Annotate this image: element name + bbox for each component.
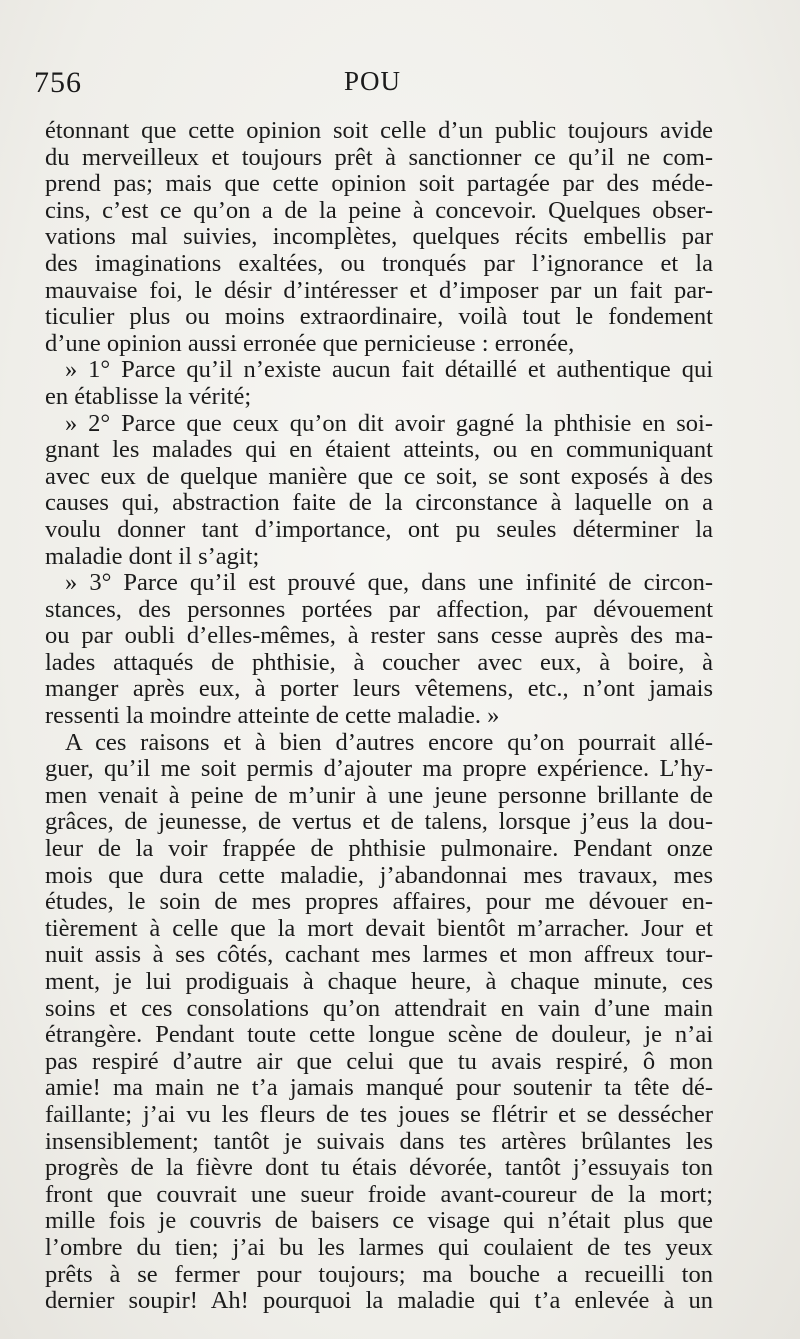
text-line: prêts à se fermer pour toujours; ma bouche a recueilli ton bbox=[45, 1260, 713, 1288]
text-line: A ces raisons et à bien d’autres encore qu’on pourrait allé- bbox=[65, 728, 713, 756]
text-line: en établisse la vérité; bbox=[45, 382, 252, 410]
text-line: avec eux de quelque manière que ce soit, se sont exposés à des bbox=[45, 462, 713, 490]
text-line: maladie dont il s’agit; bbox=[45, 542, 260, 570]
text-line: prend pas; mais que cette opinion soit partagée par des méde- bbox=[45, 170, 713, 198]
text-line: tièrement à celle que la mort devait bientôt m’arracher. Jour et bbox=[45, 914, 713, 942]
text-line: études, le soin de mes propres affaires, pour me dévouer en- bbox=[45, 888, 713, 916]
text-line: ment, je lui prodiguais à chaque heure, à chaque minute, ces bbox=[45, 968, 713, 995]
text-line: causes qui, abstraction faite de la circonstance à laquelle on a bbox=[45, 489, 713, 517]
text-line: ticulier plus ou moins extraordinaire, voilà tout le fondement bbox=[45, 303, 713, 331]
text-line: » 3° Parce qu’il est prouvé que, dans une infinité de circon- bbox=[65, 569, 713, 597]
text-line: nuit assis à ses côtés, cachant mes larmes et mon affreux tour- bbox=[45, 941, 713, 969]
text-line: front que couvrait une sueur froide avant-coureur de la mort; bbox=[45, 1180, 713, 1208]
text-line: leur de la voir frappée de phthisie pulmonaire. Pendant onze bbox=[45, 835, 713, 863]
text-line: des imaginations exaltées, ou tronqués par l’ignorance et la bbox=[45, 249, 713, 277]
text-line: mois que dura cette maladie, j’abandonnai mes travaux, mes bbox=[45, 861, 713, 889]
text-line: voulu donner tant d’importance, ont pu seules déterminer la bbox=[45, 515, 713, 543]
body-text bbox=[45, 118, 713, 1315]
text-line: soins et ces consolations qu’on attendrait en vain d’une main bbox=[45, 994, 713, 1022]
running-head: POU bbox=[344, 66, 402, 96]
text-line: dernier soupir! Ah! pourquoi la maladie qui t’a enlevée à un bbox=[45, 1287, 713, 1315]
text-line: grâces, de jeunesse, de vertus et de talens, lorsque j’eus la dou- bbox=[45, 808, 713, 836]
text-line: faillante; j’ai vu les fleurs de tes joues se flétrir et se dessécher bbox=[45, 1100, 713, 1128]
text-line: l’ombre du tien; j’ai bu les larmes qui coulaient de tes yeux bbox=[45, 1233, 713, 1261]
text-line: » 2° Parce que ceux qu’on dit avoir gagné la phthisie en soi- bbox=[65, 409, 713, 437]
text-line: gnant les malades qui en étaient atteints, ou en communiquant bbox=[45, 436, 713, 464]
page-number: 756 bbox=[34, 66, 82, 99]
text-line: étrangère. Pendant toute cette longue scène de douleur, je n’ai bbox=[45, 1021, 713, 1049]
text-line: mauvaise foi, le désir d’intéresser et d’imposer par un fait par- bbox=[45, 276, 713, 304]
text-line: men venait à peine de m’unir à une jeune personne brillante de bbox=[45, 781, 713, 809]
page-header bbox=[34, 66, 714, 106]
text-line: insensiblement; tantôt je suivais dans tes artères brûlantes les bbox=[45, 1127, 713, 1155]
text-line: cins, c’est ce qu’on a de la peine à concevoir. Quelques obser- bbox=[45, 196, 713, 224]
text-line: » 1° Parce qu’il n’existe aucun fait détaillé et authentique qui bbox=[65, 356, 713, 384]
text-line: pas respiré d’autre air que celui que tu avais respiré, ô mon bbox=[45, 1047, 713, 1075]
text-line: ou par oubli d’elles-mêmes, à rester sans cesse auprès des ma- bbox=[45, 622, 713, 650]
text-line: progrès de la fièvre dont tu étais dévorée, tantôt j’essuyais ton bbox=[45, 1154, 713, 1182]
text-line: manger après eux, à porter leurs vêtemens, etc., n’ont jamais bbox=[45, 675, 713, 703]
text-line: lades attaqués de phthisie, à coucher avec eux, à boire, à bbox=[45, 648, 713, 676]
text-line: mille fois je couvris de baisers ce visage qui n’était plus que bbox=[45, 1207, 713, 1235]
text-line: amie! ma main ne t’a jamais manqué pour soutenir ta tête dé- bbox=[45, 1074, 713, 1102]
text-line: ressenti la moindre atteinte de cette maladie. » bbox=[45, 702, 500, 730]
text-line: vations mal suivies, incomplètes, quelques récits embellis par bbox=[45, 223, 713, 251]
text-line: du merveilleux et toujours prêt à sanctionner ce qu’il ne com- bbox=[45, 143, 713, 171]
text-line: guer, qu’il me soit permis d’ajouter ma propre expérience. L’hy- bbox=[45, 755, 713, 783]
text-line: stances, des personnes portées par affection, par dévouement bbox=[45, 595, 713, 623]
text-line: étonnant que cette opinion soit celle d’un public toujours avide bbox=[45, 117, 713, 144]
text-line: d’une opinion aussi erronée que pernicieuse : erronée, bbox=[45, 329, 575, 357]
